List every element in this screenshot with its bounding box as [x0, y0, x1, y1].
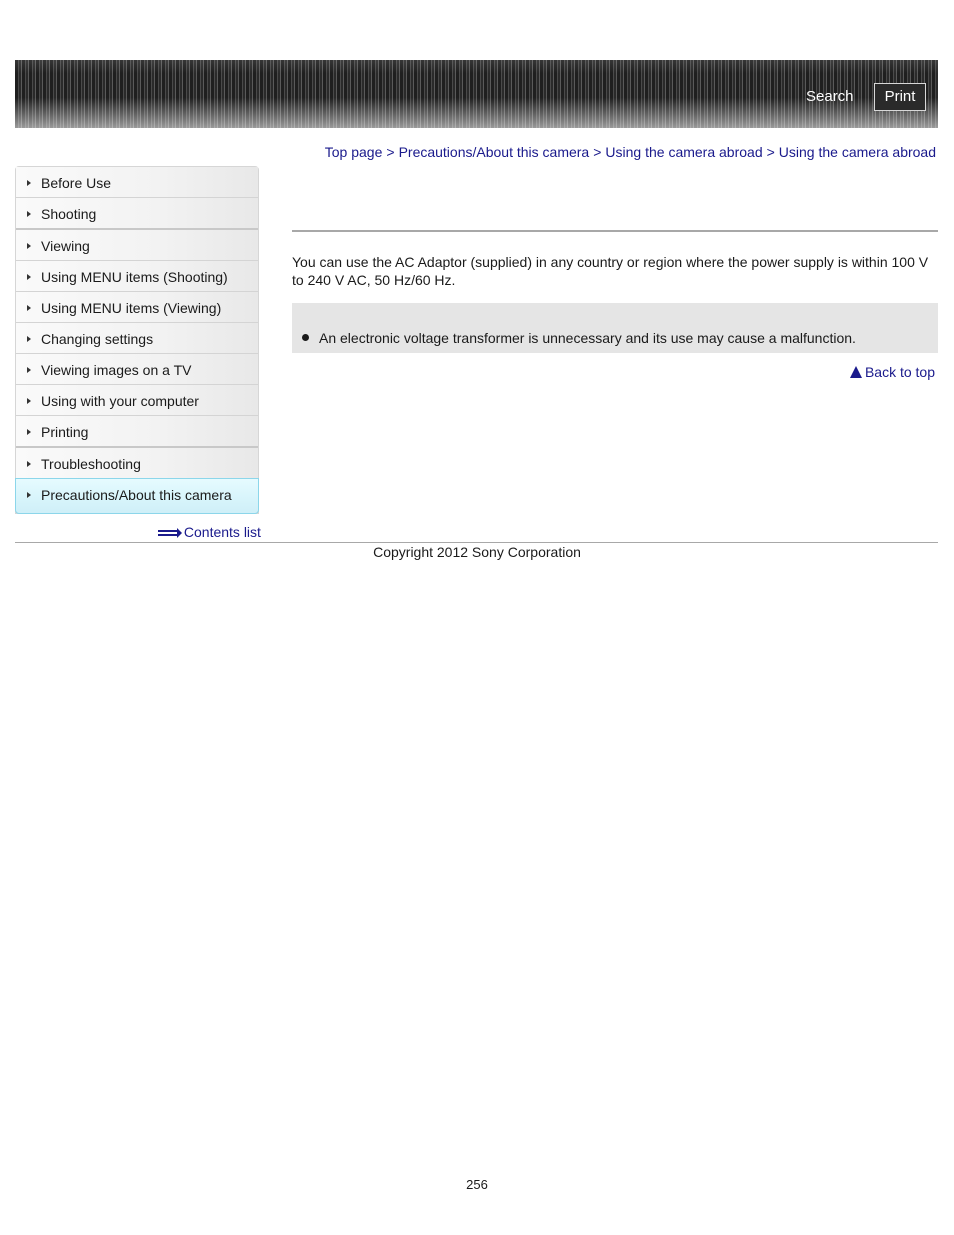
arrow-right-icon — [158, 530, 178, 536]
title-divider — [292, 230, 938, 232]
sidebar-item-label: Troubleshooting — [41, 456, 141, 472]
breadcrumb-separator: > — [766, 144, 775, 160]
sidebar-item-menu-shooting[interactable] — [16, 261, 258, 292]
triangle-right-icon — [27, 243, 31, 249]
triangle-right-icon — [27, 461, 31, 467]
contents-list-label: Contents list — [183, 524, 261, 540]
back-to-top-link[interactable] — [850, 364, 935, 380]
breadcrumb-top-page[interactable]: Top page — [324, 144, 383, 160]
header-bar — [15, 60, 938, 128]
sidebar-item-label: Shooting — [41, 206, 97, 222]
sidebar-item-computer[interactable] — [16, 385, 258, 416]
sidebar-item-label: Using with your computer — [41, 393, 199, 409]
back-to-top-label: Back to top — [864, 364, 935, 380]
sidebar-item-precautions[interactable] — [15, 478, 259, 514]
page-number: 256 — [466, 1177, 488, 1192]
triangle-right-icon — [27, 336, 31, 342]
breadcrumb-camera-abroad-page[interactable]: Using the camera abroad — [778, 144, 936, 160]
breadcrumb-separator: > — [593, 144, 602, 160]
note-text: An electronic voltage transformer is unnecessary and its use may cause a malfunction. — [319, 330, 856, 346]
print-button[interactable]: Print — [874, 83, 926, 111]
breadcrumb-precautions[interactable]: Precautions/About this camera — [398, 144, 590, 160]
triangle-up-icon — [850, 366, 862, 378]
sidebar-item-label: Using MENU items (Shooting) — [41, 269, 228, 285]
sidebar-item-label: Before Use — [41, 175, 112, 191]
sidebar-item-label: Changing settings — [41, 331, 154, 347]
triangle-right-icon — [27, 398, 31, 404]
sidebar-item-viewing[interactable] — [16, 230, 258, 261]
breadcrumb-separator: > — [386, 144, 395, 160]
sidebar-item-before-use[interactable] — [16, 167, 258, 198]
copyright-text: Copyright 2012 Sony Corporation — [373, 544, 581, 560]
footer-divider — [15, 542, 938, 543]
sidebar-item-label: Viewing — [41, 238, 90, 254]
triangle-right-icon — [27, 274, 31, 280]
sidebar-item-label: Using MENU items (Viewing) — [41, 300, 222, 316]
sidebar-item-changing-settings[interactable] — [16, 323, 258, 354]
contents-list-link[interactable] — [158, 524, 261, 540]
breadcrumb-camera-abroad-section[interactable]: Using the camera abroad — [605, 144, 763, 160]
body-paragraph: You can use the AC Adaptor (supplied) in any country or region where the power supply is within 100 V to 240 V AC, 50 Hz/60 Hz. — [292, 254, 929, 288]
search-link[interactable]: Search — [806, 88, 854, 105]
sidebar-item-label: Printing — [41, 424, 89, 440]
sidebar-item-label: Precautions/About this camera — [41, 487, 232, 503]
triangle-right-icon — [27, 429, 31, 435]
bullet-icon — [302, 334, 309, 341]
triangle-right-icon — [27, 492, 31, 498]
note-item — [302, 330, 856, 346]
sidebar-item-printing[interactable] — [16, 416, 258, 448]
breadcrumb — [325, 144, 936, 160]
triangle-right-icon — [27, 180, 31, 186]
sidebar-item-menu-viewing[interactable] — [16, 292, 258, 323]
triangle-right-icon — [27, 305, 31, 311]
sidebar-item-shooting[interactable] — [16, 198, 258, 230]
note-box — [292, 303, 938, 353]
sidebar-nav — [15, 166, 259, 514]
triangle-right-icon — [27, 211, 31, 217]
sidebar-item-viewing-on-tv[interactable] — [16, 354, 258, 385]
sidebar-item-label: Viewing images on a TV — [41, 362, 192, 378]
triangle-right-icon — [27, 367, 31, 373]
sidebar-item-troubleshooting[interactable] — [16, 448, 258, 479]
